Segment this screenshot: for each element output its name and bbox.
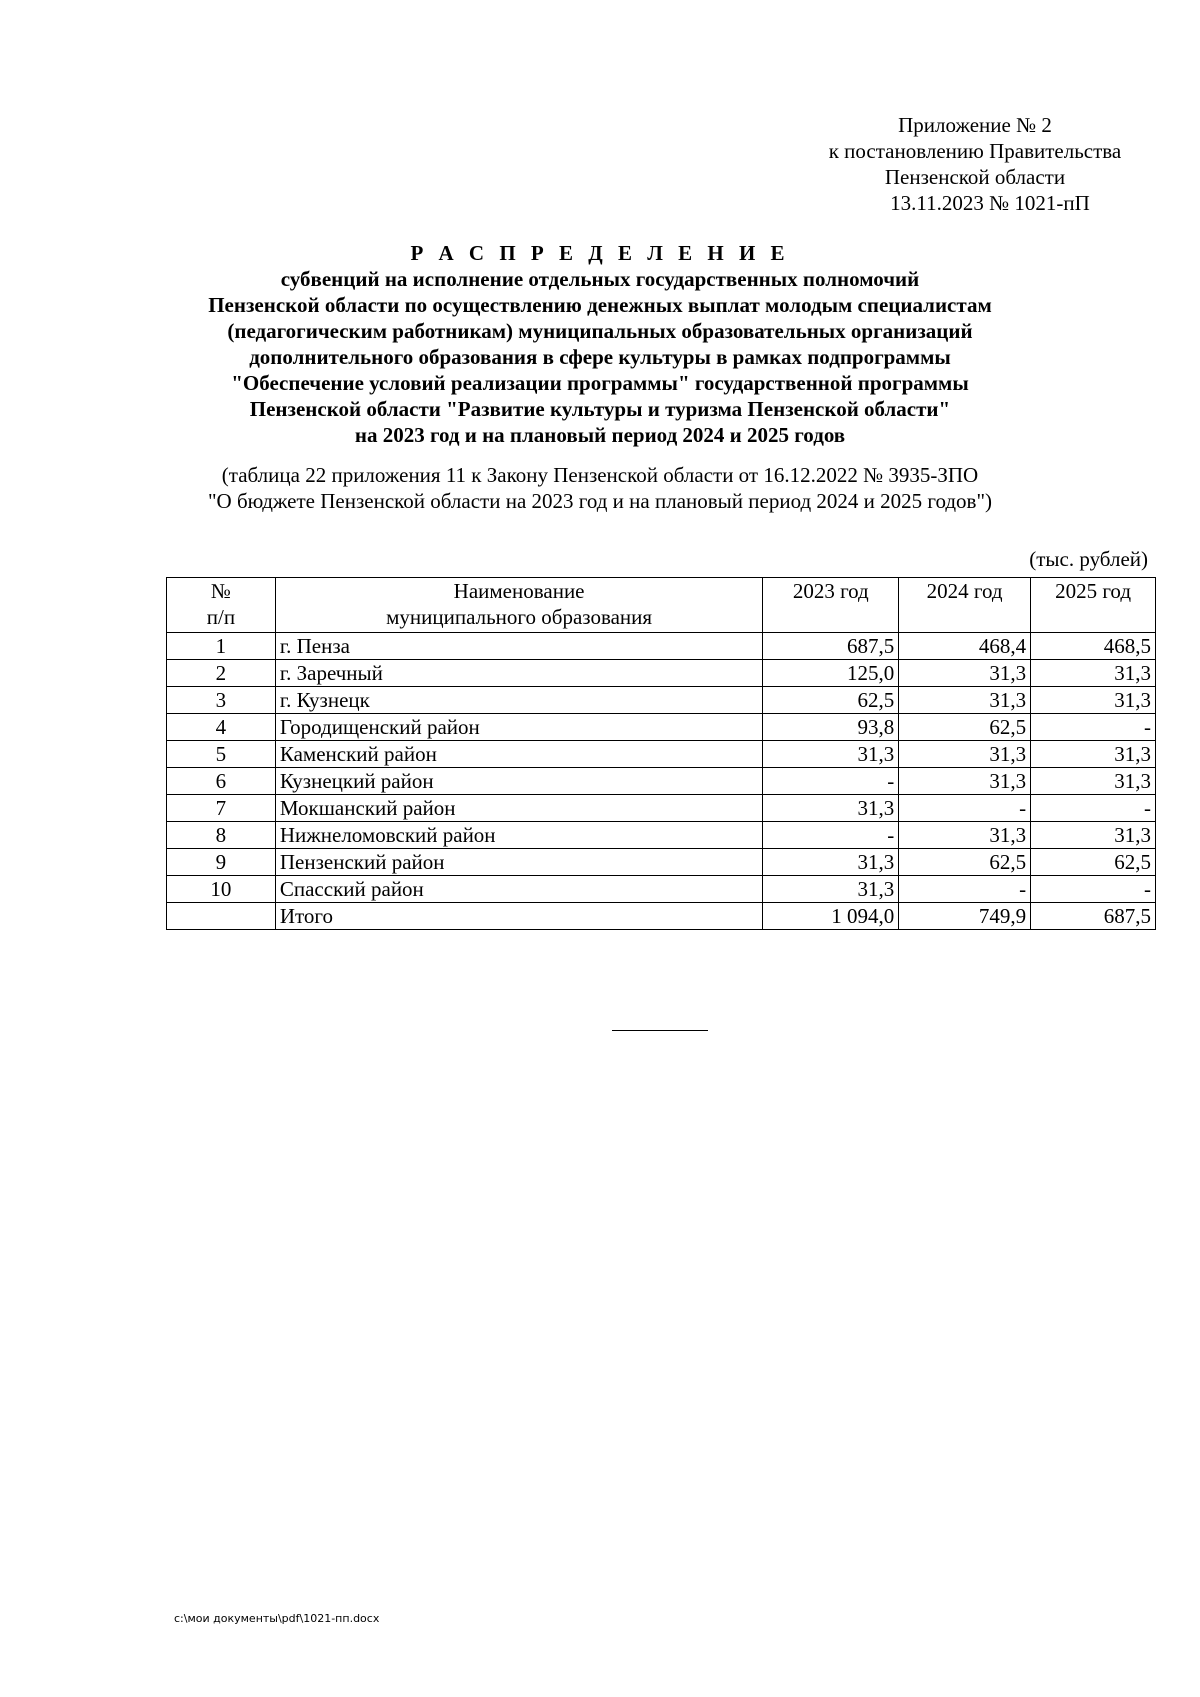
- title-line-7: на 2023 год и на плановый период 2024 и 2025 годов: [354, 423, 846, 447]
- row-value-2024: 31,3: [899, 660, 1031, 687]
- row-value-2023: 687,5: [763, 633, 899, 660]
- table-row: [167, 795, 1156, 822]
- header-name: [275, 578, 762, 633]
- subtitle-line-2: "О бюджете Пензенской области на 2023 год и на плановый период 2024 и 2025 годов"): [207, 489, 993, 513]
- row-value-2024: 31,3: [899, 741, 1031, 768]
- row-value-2024: 62,5: [899, 714, 1031, 741]
- header-name-line-1: Наименование: [453, 579, 585, 603]
- row-name: г. Кузнецк: [275, 687, 762, 714]
- row-value-2024: -: [899, 795, 1031, 822]
- row-number: 6: [167, 768, 276, 795]
- row-name: Спасский район: [275, 876, 762, 903]
- row-name: Кузнецкий район: [275, 768, 762, 795]
- row-name: Городищенский район: [275, 714, 762, 741]
- row-name: Пензенский район: [275, 849, 762, 876]
- table-total-row: [167, 903, 1156, 930]
- header-name-line-2: муниципального образования: [386, 605, 653, 629]
- subtitle-line-1: (таблица 22 приложения 11 к Закону Пензенской области от 16.12.2022 № 3935-ЗПО: [221, 463, 979, 487]
- row-number: 8: [167, 822, 276, 849]
- row-value-2025: -: [1031, 876, 1156, 903]
- footer-file-path: c:\мои документы\pdf\1021-пп.docx: [174, 1612, 380, 1625]
- row-value-2025: 31,3: [1031, 660, 1156, 687]
- row-number: 9: [167, 849, 276, 876]
- end-divider: [612, 1030, 708, 1031]
- appendix-block: [790, 112, 1160, 216]
- row-name: г. Пенза: [275, 633, 762, 660]
- row-name: Мокшанский район: [275, 795, 762, 822]
- row-value-2024: 31,3: [899, 768, 1031, 795]
- row-value-2023: 125,0: [763, 660, 899, 687]
- row-value-2023: 31,3: [763, 849, 899, 876]
- total-value-2023: 1 094,0: [763, 903, 899, 930]
- row-value-2024: -: [899, 876, 1031, 903]
- row-value-2025: 31,3: [1031, 822, 1156, 849]
- table-row: [167, 714, 1156, 741]
- row-number: 4: [167, 714, 276, 741]
- table-row: [167, 633, 1156, 660]
- title-line-1: субвенций на исполнение отдельных государственных полномочий: [280, 267, 920, 291]
- header-2025: 2025 год: [1031, 578, 1156, 633]
- appendix-line-3: Пензенской области: [884, 165, 1066, 189]
- total-value-2025: 687,5: [1031, 903, 1156, 930]
- header-2024: 2024 год: [899, 578, 1031, 633]
- appendix-line-1: Приложение № 2: [898, 113, 1052, 137]
- row-value-2023: 31,3: [763, 876, 899, 903]
- row-name: Нижнеломовский район: [275, 822, 762, 849]
- appendix-line-2: к постановлению Правительства: [828, 139, 1122, 163]
- title-line-5: "Обеспечение условий реализации программы" государственной программы: [231, 371, 969, 395]
- row-value-2023: 93,8: [763, 714, 899, 741]
- row-value-2025: -: [1031, 714, 1156, 741]
- row-value-2025: 468,5: [1031, 633, 1156, 660]
- row-value-2023: 62,5: [763, 687, 899, 714]
- table-row: [167, 822, 1156, 849]
- row-value-2023: -: [763, 768, 899, 795]
- document-subtitle: [140, 462, 1060, 514]
- total-number: [167, 903, 276, 930]
- title-line-2: Пензенской области по осуществлению денежных выплат молодым специалистам: [208, 293, 992, 317]
- title-line-6: Пензенской области "Развитие культуры и туризма Пензенской области": [249, 397, 951, 421]
- row-value-2024: 468,4: [899, 633, 1031, 660]
- header-2023: 2023 год: [763, 578, 899, 633]
- row-value-2024: 31,3: [899, 687, 1031, 714]
- row-number: 5: [167, 741, 276, 768]
- table-row: [167, 768, 1156, 795]
- title-line-3: (педагогическим работникам) муниципальных образовательных организаций: [227, 319, 973, 343]
- row-name: г. Заречный: [275, 660, 762, 687]
- distribution-table: [166, 577, 1156, 930]
- row-number: 7: [167, 795, 276, 822]
- row-value-2023: 31,3: [763, 795, 899, 822]
- total-label: Итого: [275, 903, 762, 930]
- table-row: [167, 741, 1156, 768]
- header-number-line-1: №: [210, 579, 231, 603]
- title-line-4: дополнительного образования в сфере культуры в рамках подпрограммы: [249, 345, 951, 369]
- total-value-2024: 749,9: [899, 903, 1031, 930]
- row-number: 10: [167, 876, 276, 903]
- row-value-2025: 31,3: [1031, 741, 1156, 768]
- table-row: [167, 849, 1156, 876]
- table-row: [167, 687, 1156, 714]
- row-value-2025: 62,5: [1031, 849, 1156, 876]
- row-value-2024: 62,5: [899, 849, 1031, 876]
- row-value-2025: 31,3: [1031, 768, 1156, 795]
- row-value-2024: 31,3: [899, 822, 1031, 849]
- document-title: [140, 240, 1060, 448]
- table-row: [167, 660, 1156, 687]
- row-value-2023: -: [763, 822, 899, 849]
- row-value-2023: 31,3: [763, 741, 899, 768]
- row-number: 1: [167, 633, 276, 660]
- row-name: Каменский район: [275, 741, 762, 768]
- title-heading: Р А С П Р Е Д Е Л Е Н И Е: [410, 241, 790, 265]
- units-label: (тыс. рублей): [1029, 547, 1148, 571]
- row-number: 3: [167, 687, 276, 714]
- row-number: 2: [167, 660, 276, 687]
- table-row: [167, 876, 1156, 903]
- appendix-line-4: 13.11.2023 № 1021-пП: [890, 191, 1090, 215]
- header-number: [167, 578, 276, 633]
- table-header-row: [167, 578, 1156, 633]
- header-number-line-2: п/п: [206, 605, 236, 629]
- row-value-2025: -: [1031, 795, 1156, 822]
- row-value-2025: 31,3: [1031, 687, 1156, 714]
